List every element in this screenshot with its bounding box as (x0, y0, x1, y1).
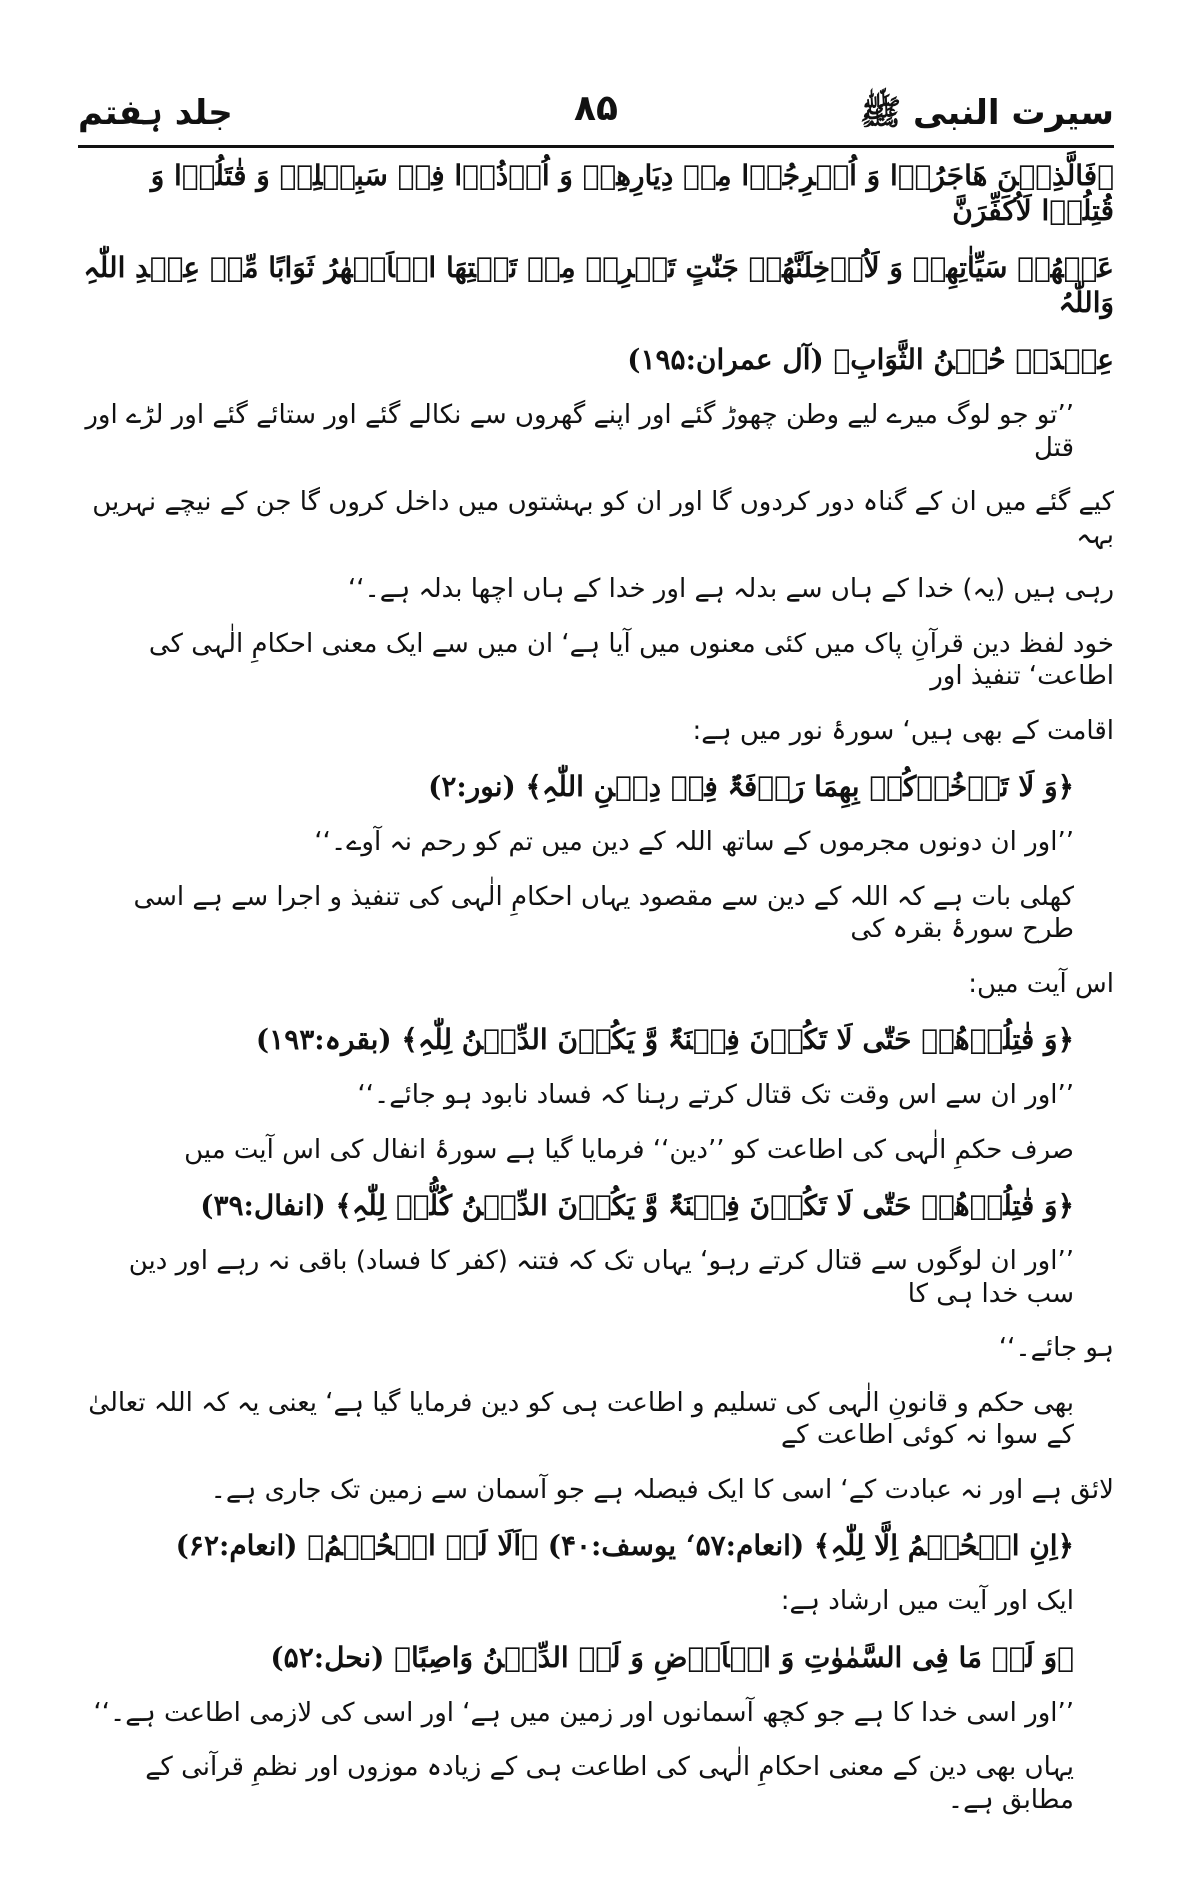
volume-label: جلد ہفتم (78, 93, 233, 133)
translation-line: ’’اور اسی خدا کا ہے جو کچھ آسمانوں اور زمین میں ہے‘ اور اسی کی لازمی اطاعت ہے۔‘‘ (93, 1697, 1074, 1728)
prose-line: بھی حکم و قانونِ الٰہی کی تسلیم و اطاعت ہی کو دین فرمایا گیا ہے‘ یعنی یہ کہ اللہ تعالیٰ کے سوا نہ کوئی اطاعت کے (88, 1387, 1074, 1450)
translation-line: رہی ہیں (یہ) خدا کے ہاں سے بدلہ ہے اور خدا کے ہاں اچھا بدلہ ہے۔‘‘ (347, 574, 1114, 604)
page-number: ۸۵ (574, 88, 618, 129)
prose-line: ایک اور آیت میں ارشاد ہے: (780, 1586, 1074, 1616)
translation-line: ’’اور ان دونوں مجرموں کے ساتھ اللہ کے دین میں تم کو رحم نہ آوے۔‘‘ (314, 827, 1074, 857)
quran-verse-line: ﴿وَ قٰتِلُوۡھُمۡ حَتّٰی لَا تَکُوۡنَ فِتۡنَۃٌ وَّ یَکُوۡنَ الدِّیۡنُ لِلّٰہِ﴾ (بقرہ:۱۹۳) (255, 1023, 1074, 1056)
prose-line: اقامت کے بھی ہیں‘ سورۂ نور میں ہے: (692, 715, 1114, 746)
header-divider (78, 145, 1114, 148)
translation-line: ہو جائے۔‘‘ (998, 1333, 1114, 1363)
page-header (78, 88, 1114, 142)
prose-line: خود لفظ دین قرآنِ پاک میں کئی معنوں میں آیا ہے‘ ان میں سے ایک معنی احکامِ الٰہی کی اطاعت‘ تنفیذ اور (148, 628, 1114, 691)
quran-verse-line: ﴿فَالَّذِیۡنَ ھَاجَرُوۡا وَ اُخۡرِجُوۡا مِنۡ دِیَارِھِمۡ وَ اُوۡذُوۡا فِیۡ سَبِیۡلِیۡ وَ قٰتَلُوۡا وَ قُتِلُوۡا لَاُکَفِّرَنَّ (150, 159, 1114, 227)
book-title: سیرت النبی ﷺ (860, 93, 1114, 133)
prose-line: اس آیت میں: (968, 968, 1114, 999)
quran-verse-line: ﴿وَ قٰتِلُوۡھُمۡ حَتّٰی لَا تَکُوۡنَ فِتۡنَۃٌ وَّ یَکُوۡنَ الدِّیۡنُ کُلُّہٗ لِلّٰہِ﴾ (انفال:۳۹) (200, 1189, 1074, 1222)
quran-verse-line: ﴿اِنِ الۡحُکۡمُ اِلَّا لِلّٰہِ﴾ (انعام:۵۷‘ یوسف:۴۰) ﴿اَلَا لَہُ الۡحُکۡمُ﴾ (انعام:۶۲) (175, 1529, 1074, 1562)
quran-verse-line: ﴿وَ لَا تَاۡخُذۡکُمۡ بِھِمَا رَاۡفَۃٌ فِیۡ دِیۡنِ اللّٰہِ﴾ (نور:۲) (428, 770, 1074, 803)
prose-line: لائق ہے اور نہ عبادت کے‘ اسی کا ایک فیصلہ ہے جو آسمان سے زمین تک جاری ہے۔ (210, 1474, 1114, 1505)
prose-line: صرف حکمِ الٰہی کی اطاعت کو ’’دین‘‘ فرمایا گیا ہے سورۂ انفال کی اس آیت میں (184, 1134, 1074, 1165)
quran-verse-line: عِنۡدَہٗ حُسۡنُ الثَّوَابِ﴾ (آل عمران:۱۹۵) (627, 343, 1114, 376)
page-body (78, 158, 1114, 1838)
translation-line: کیے گئے میں ان کے گناہ دور کردوں گا اور ان کو بہشتوں میں داخل کروں گا جن کے نیچے نہریں بہہ (92, 487, 1114, 550)
quran-verse-line: عَنۡھُمۡ سَیِّاٰتِھِمۡ وَ لَاُدۡخِلَنَّھُمۡ جَنّٰتٍ تَجۡرِیۡ مِنۡ تَحۡتِھَا الۡاَنۡھٰرُ ثَوَابًا مِّنۡ عِنۡدِ اللّٰہِ وَاللّٰہُ (83, 251, 1114, 319)
prose-line: یہاں بھی دین کے معنی احکامِ الٰہی کی اطاعت ہی کے زیادہ موزوں اور نظمِ قرآنی کے مطابق ہے۔ (145, 1752, 1074, 1815)
translation-line: ’’اور ان لوگوں سے قتال کرتے رہو‘ یہاں تک کہ فتنہ (کفر کا فساد) باقی نہ رہے اور دین سب خدا ہی کا (128, 1246, 1074, 1309)
quran-verse-line: ﴿وَ لَہٗ مَا فِی السَّمٰوٰتِ وَ الۡاَرۡضِ وَ لَہُ الدِّیۡنُ وَاصِبًا﴾ (نحل:۵۲) (270, 1640, 1074, 1674)
prose-line: کھلی بات ہے کہ اللہ کے دین سے مقصود یہاں احکامِ الٰہی کی تنفیذ و اجرا سے ہے اسی طرح سورۂ بقرہ کی (133, 881, 1074, 944)
translation-line: ’’اور ان سے اس وقت تک قتال کرتے رہنا کہ فساد نابود ہو جائے۔‘‘ (357, 1080, 1074, 1110)
translation-line: ’’تو جو لوگ میرے لیے وطن چھوڑ گئے اور اپنے گھروں سے نکالے گئے اور ستائے گئے اور لڑے اور قتل (85, 400, 1074, 463)
